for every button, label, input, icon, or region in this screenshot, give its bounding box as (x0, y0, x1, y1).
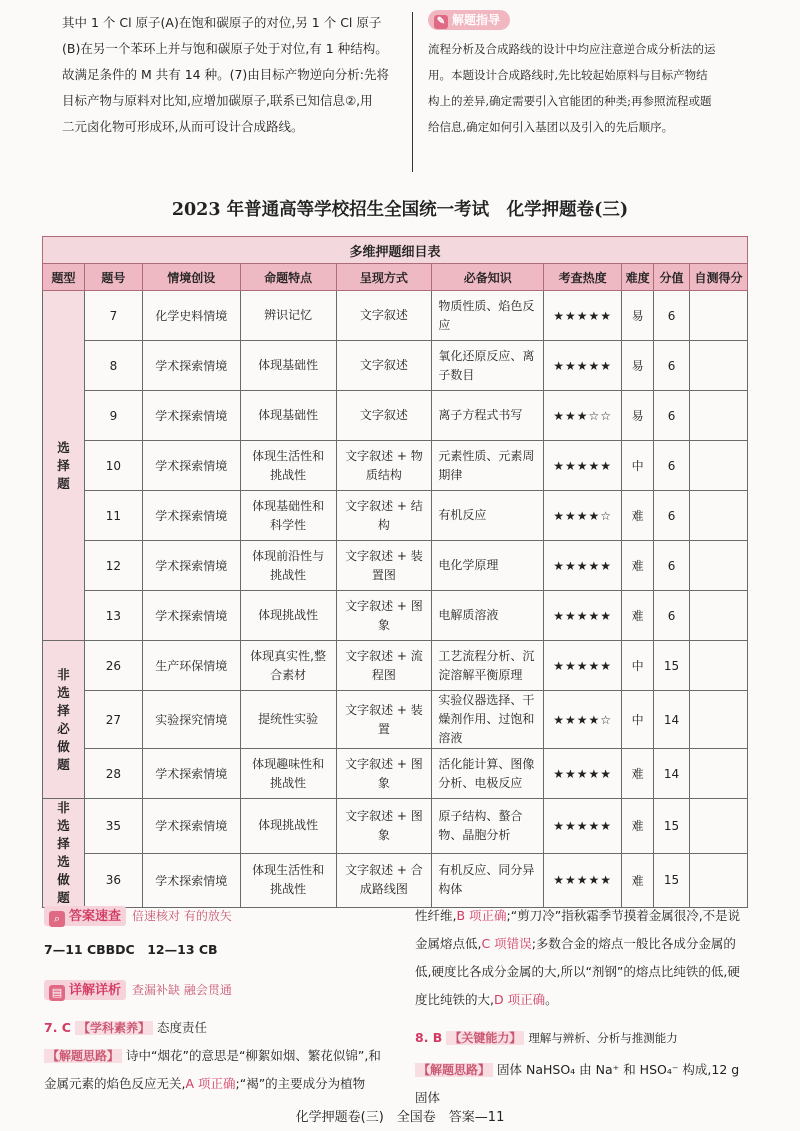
difficulty-cell: 易 (622, 291, 654, 341)
form-cell: 文字叙述 (336, 341, 432, 391)
question-number: 13 (84, 591, 142, 641)
table-row (43, 691, 748, 749)
option-c: C 项错误 (481, 936, 532, 951)
q7-label-text: 态度责任 (156, 1020, 207, 1035)
q7-think-label: 【解题思路】 (44, 1049, 122, 1063)
form-cell: 文字叙述 + 合成路线图 (336, 853, 432, 908)
explain-line (415, 930, 755, 958)
question-number: 10 (84, 441, 142, 491)
answer-quick-header (44, 902, 399, 930)
score-cell: 6 (654, 541, 690, 591)
self-score-input[interactable] (690, 441, 748, 491)
feature-cell: 辨识记忆 (240, 291, 336, 341)
feature-cell: 提统性实验 (240, 691, 336, 749)
detail-badge-label: 详解详析 (69, 983, 122, 998)
scene-cell: 学术探索情境 (142, 749, 240, 799)
feature-cell: 体现趣味性和挑战性 (240, 749, 336, 799)
heat-cell: ★★★★★ (544, 591, 622, 641)
col-header: 命题特点 (240, 264, 336, 291)
table-row (43, 749, 748, 799)
q7-answer: 7. C (44, 1020, 71, 1035)
question-type-label: 选择题 (57, 439, 70, 491)
question-type-cell (43, 291, 85, 641)
col-header: 难度 (622, 264, 654, 291)
q7-text: 诗中“烟花”的意思是“柳絮如烟、繁花似锦”,和 (126, 1048, 381, 1063)
self-score-input[interactable] (690, 853, 748, 908)
feature-cell: 体现挑战性 (240, 799, 336, 854)
knowledge-cell: 电解质溶液 (432, 591, 544, 641)
difficulty-cell: 难 (622, 749, 654, 799)
tip-box (428, 10, 758, 140)
difficulty-cell: 难 (622, 491, 654, 541)
answer-subtitle: 倍速核对 有的放矢 (132, 909, 232, 923)
knowledge-cell: 活化能计算、图像分析、电极反应 (432, 749, 544, 799)
question-number: 11 (84, 491, 142, 541)
table-row (43, 591, 748, 641)
heat-cell: ★★★★★ (544, 853, 622, 908)
q7-text: ;“褐”的主要成分为植物 (235, 1076, 366, 1091)
explain-text: 。 (545, 992, 558, 1007)
scene-cell: 生产环保情境 (142, 641, 240, 691)
scene-cell: 学术探索情境 (142, 853, 240, 908)
score-cell: 14 (654, 691, 690, 749)
col-header: 自测得分 (690, 264, 748, 291)
heat-cell: ★★★★☆ (544, 491, 622, 541)
option-d: D 项正确 (493, 992, 546, 1007)
question-type-label: 非选择选做题 (57, 800, 70, 905)
q8-label: 【关键能力】 (446, 1031, 524, 1045)
scene-cell: 学术探索情境 (142, 491, 240, 541)
feature-cell: 体现基础性和科学性 (240, 491, 336, 541)
scene-cell: 学术探索情境 (142, 341, 240, 391)
heat-cell: ★★★★★ (544, 341, 622, 391)
scene-cell: 化学史料情境 (142, 291, 240, 341)
answer-section (44, 902, 399, 1098)
column-divider (412, 12, 413, 172)
form-cell: 文字叙述 + 结构 (336, 491, 432, 541)
text-line: 目标产物与原料对比知,应增加碳原子,联系已知信息②,用 (62, 93, 373, 108)
knowledge-cell: 有机反应、同分异构体 (432, 853, 544, 908)
table-row (43, 541, 748, 591)
tip-badge (428, 10, 758, 30)
answer-line: 7—11 CBBDC 12—13 CB (44, 942, 218, 957)
question-number: 9 (84, 391, 142, 441)
score-cell: 6 (654, 491, 690, 541)
score-cell: 6 (654, 591, 690, 641)
table-row (43, 853, 748, 908)
self-score-input[interactable] (690, 391, 748, 441)
heat-cell: ★★★☆☆ (544, 391, 622, 441)
knowledge-cell: 离子方程式书写 (432, 391, 544, 441)
score-cell: 15 (654, 641, 690, 691)
col-header: 情境创设 (142, 264, 240, 291)
self-score-input[interactable] (690, 291, 748, 341)
text-line: 二元卤化物可形成环,从而可设计合成路线。 (62, 119, 304, 134)
heat-cell: ★★★★★ (544, 441, 622, 491)
question-number: 8 (84, 341, 142, 391)
difficulty-cell: 难 (622, 541, 654, 591)
self-score-input[interactable] (690, 749, 748, 799)
self-score-input[interactable] (690, 541, 748, 591)
scene-cell: 学术探索情境 (142, 391, 240, 441)
table-row (43, 391, 748, 441)
knowledge-cell: 物质性质、焰色反应 (432, 291, 544, 341)
score-cell: 6 (654, 341, 690, 391)
col-header: 题型 (43, 264, 85, 291)
score-cell: 14 (654, 749, 690, 799)
knowledge-cell: 原子结构、螯合物、晶胞分析 (432, 799, 544, 854)
table-row (43, 441, 748, 491)
form-cell: 文字叙述 + 装置图 (336, 541, 432, 591)
difficulty-cell: 中 (622, 641, 654, 691)
question-type-label: 非选择必做题 (57, 666, 70, 772)
heat-cell: ★★★★★ (544, 641, 622, 691)
form-cell: 文字叙述 (336, 391, 432, 441)
feature-cell: 体现生活性和挑战性 (240, 853, 336, 908)
table-caption: 多维押题细目表 (43, 237, 748, 264)
page-title: 2023 年普通高等学校招生全国统一考试 化学押题卷(三) (171, 200, 629, 220)
form-cell: 文字叙述 (336, 291, 432, 341)
difficulty-cell: 难 (622, 591, 654, 641)
option-b: B 项正确 (456, 908, 507, 923)
q8-label-text: 理解与辨析、分析与推测能力 (528, 1031, 678, 1045)
difficulty-cell: 难 (622, 853, 654, 908)
feature-cell: 体现基础性 (240, 341, 336, 391)
self-score-input[interactable] (690, 641, 748, 691)
form-cell: 文字叙述 + 装置 (336, 691, 432, 749)
self-score-input[interactable] (690, 691, 748, 749)
q8-answer: 8. B (415, 1030, 443, 1045)
difficulty-cell: 难 (622, 799, 654, 854)
scene-cell: 学术探索情境 (142, 591, 240, 641)
scene-cell: 学术探索情境 (142, 541, 240, 591)
col-header: 题号 (84, 264, 142, 291)
difficulty-cell: 易 (622, 391, 654, 441)
spec-table-container (42, 236, 748, 908)
knowledge-cell: 元素性质、元素周期律 (432, 441, 544, 491)
col-header: 考查热度 (544, 264, 622, 291)
detail-header (44, 976, 399, 1004)
explanation-continued (415, 902, 755, 1112)
feature-cell: 体现真实性,整合素材 (240, 641, 336, 691)
question-number: 28 (84, 749, 142, 799)
knowledge-cell: 工艺流程分析、沉淀溶解平衡原理 (432, 641, 544, 691)
feature-cell: 体现前沿性与挑战性 (240, 541, 336, 591)
scene-cell: 实验探究情境 (142, 691, 240, 749)
explain-line: 低,硬度比各成分金属的大,所以“剂钢”的熔点比纯铁的低,硬 (415, 964, 740, 979)
detail-subtitle: 查漏补缺 融会贯通 (132, 983, 232, 997)
tip-line: 用。本题设计合成路线时,先比较起始原料与目标产物结 (428, 68, 708, 82)
question-number: 27 (84, 691, 142, 749)
tip-line: 流程分析及合成路线的设计中均应注意逆合成分析法的运 (428, 42, 716, 56)
question-number: 36 (84, 853, 142, 908)
knowledge-cell: 实验仪器选择、干燥剂作用、过饱和溶液 (432, 691, 544, 749)
question-number: 26 (84, 641, 142, 691)
tip-icon: ✎ (434, 15, 448, 29)
self-score-input[interactable] (690, 491, 748, 541)
score-cell: 15 (654, 853, 690, 908)
q7-label: 【学科素养】 (75, 1021, 153, 1035)
score-cell: 6 (654, 391, 690, 441)
form-cell: 文字叙述 + 图象 (336, 749, 432, 799)
q7-text: 金属元素的焰色反应无关, (44, 1076, 186, 1091)
scene-cell: 学术探索情境 (142, 799, 240, 854)
question-number: 7 (84, 291, 142, 341)
tip-line: 构上的差异,确定需要引入官能团的种类;再参照流程或题 (428, 94, 712, 108)
table-row (43, 641, 748, 691)
knowledge-cell: 电化学原理 (432, 541, 544, 591)
text-line: (B)在另一个苯环上并与饱和碳原子处于对位,有 1 种结构。 (62, 41, 388, 56)
explain-line (415, 986, 755, 1014)
knowledge-cell: 氧化还原反应、离子数目 (432, 341, 544, 391)
q8-head (415, 1024, 755, 1052)
text-line: 故满足条件的 M 共有 14 种。(7)由目标产物逆向分析:先将 (62, 67, 390, 82)
heat-cell: ★★★★★ (544, 799, 622, 854)
heat-cell: ★★★★☆ (544, 691, 622, 749)
feature-cell: 体现生活性和挑战性 (240, 441, 336, 491)
table-row (43, 291, 748, 341)
question-number: 35 (84, 799, 142, 854)
self-score-input[interactable] (690, 341, 748, 391)
tip-badge-label: 解题指导 (452, 13, 501, 27)
self-score-input[interactable] (690, 799, 748, 854)
tip-line: 给信息,确定如何引入基团以及引入的先后顺序。 (428, 120, 674, 134)
answer-badge-label: 答案速查 (69, 909, 122, 924)
text-line: 其中 1 个 Cl 原子(A)在饱和碳原子的对位,另 1 个 Cl 原子 (62, 15, 382, 30)
table-row (43, 799, 748, 854)
heat-cell: ★★★★★ (544, 749, 622, 799)
form-cell: 文字叙述 + 图象 (336, 591, 432, 641)
col-header: 分值 (654, 264, 690, 291)
table-row (43, 341, 748, 391)
scene-cell: 学术探索情境 (142, 441, 240, 491)
search-icon: ⌕ (49, 911, 65, 927)
question-number: 12 (84, 541, 142, 591)
score-cell: 6 (654, 441, 690, 491)
feature-cell: 体现基础性 (240, 391, 336, 441)
self-score-input[interactable] (690, 591, 748, 641)
explain-text: 金属熔点低, (415, 936, 482, 951)
explain-text: ;多数合金的熔点一般比各成分金属的 (531, 936, 736, 951)
form-cell: 文字叙述 + 物质结构 (336, 441, 432, 491)
score-cell: 6 (654, 291, 690, 341)
q7-line (44, 1042, 399, 1070)
q7-head (44, 1014, 399, 1042)
difficulty-cell: 中 (622, 441, 654, 491)
table-row (43, 491, 748, 541)
form-cell: 文字叙述 + 流程图 (336, 641, 432, 691)
score-cell: 15 (654, 799, 690, 854)
difficulty-cell: 中 (622, 691, 654, 749)
question-type-cell (43, 799, 85, 908)
form-cell: 文字叙述 + 图象 (336, 799, 432, 854)
heat-cell: ★★★★★ (544, 291, 622, 341)
col-header: 必备知识 (432, 264, 544, 291)
q7-option-a: A 项正确 (185, 1076, 236, 1091)
q8-text: 固体 NaHSO₄ 由 Na⁺ 和 HSO₄⁻ 构成,12 g 固体 (415, 1062, 740, 1105)
knowledge-cell: 有机反应 (432, 491, 544, 541)
feature-cell: 体现挑战性 (240, 591, 336, 641)
explain-line (415, 902, 755, 930)
q7-line (44, 1070, 399, 1098)
table-header-row (43, 264, 748, 291)
difficulty-cell: 易 (622, 341, 654, 391)
explain-text: ;“剪刀冷”指秋霜季节摸着金属很冷,不是说 (506, 908, 741, 923)
q8-think-label: 【解题思路】 (415, 1063, 493, 1077)
heat-cell: ★★★★★ (544, 541, 622, 591)
top-left-paragraph (62, 10, 402, 140)
explain-text: 性纤维, (415, 908, 457, 923)
book-icon: ▤ (49, 985, 65, 1001)
question-type-cell (43, 641, 85, 799)
col-header: 呈现方式 (336, 264, 432, 291)
page-footer: 化学押题卷(三) 全国卷 答案—11 (295, 1110, 505, 1125)
explain-text: 度比纯铁的大, (415, 992, 494, 1007)
q8-line (415, 1056, 755, 1112)
spec-table (42, 236, 748, 908)
